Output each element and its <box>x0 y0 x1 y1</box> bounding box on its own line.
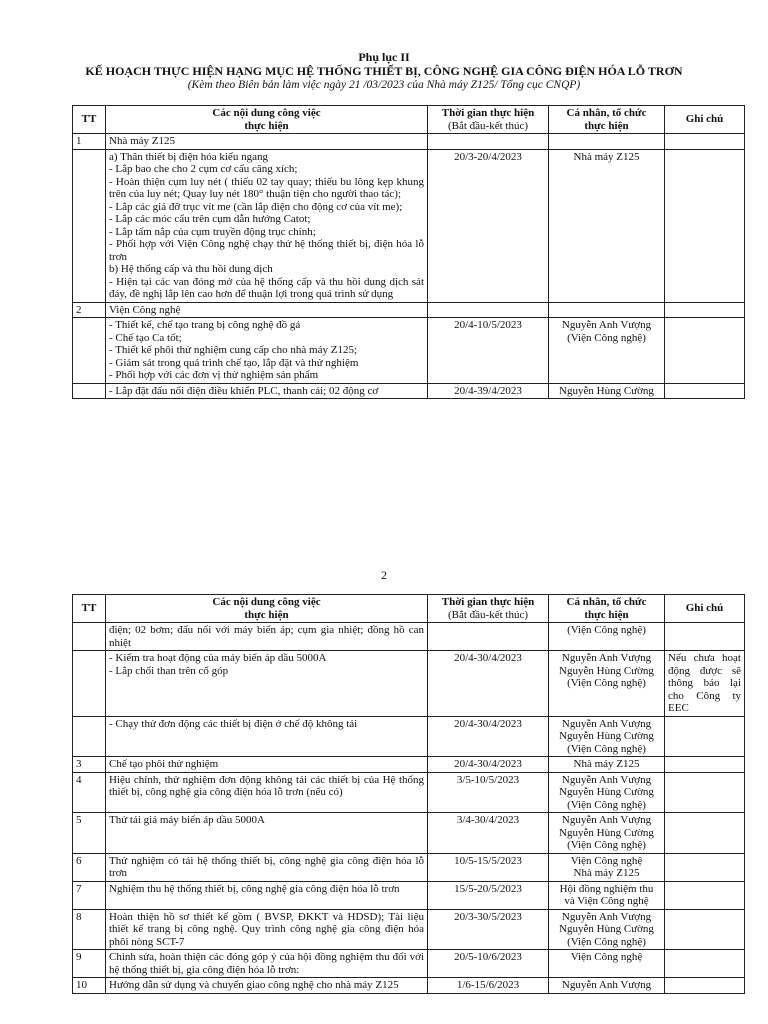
person-line: Viện Công nghệ <box>570 951 643 963</box>
cell-content <box>106 716 428 757</box>
table-row <box>73 302 745 318</box>
cell-tt <box>73 716 106 757</box>
cell-time: 3/5-10/5/2023 <box>428 772 549 813</box>
cell-content <box>106 318 428 384</box>
cell-time: 20/5-10/6/2023 <box>428 950 549 978</box>
cell-person <box>549 772 665 813</box>
cell-time: 20/3-20/4/2023 <box>428 149 549 302</box>
cell-person <box>549 909 665 950</box>
cell-note <box>665 623 745 651</box>
cell-note <box>665 134 745 150</box>
cell-tt <box>73 149 106 302</box>
cell-tt: 5 <box>73 813 106 854</box>
content-line: Hoàn thiện hồ sơ thiết kế gồm ( BVSP, ĐKKT và HDSD); Tài liệu thiết kế trang bị công nghệ. Quy trình công nghệ gia công điện hóa phôi nòng SCT-7 <box>109 910 424 948</box>
table-row <box>73 881 745 909</box>
person-line: Nguyễn Anh Vượng <box>561 773 652 786</box>
cell-person <box>549 950 665 978</box>
cell-content <box>106 149 428 302</box>
header-tt: TT <box>73 595 106 623</box>
cell-content <box>106 881 428 909</box>
header-note: Ghi chú <box>665 595 745 623</box>
content-line: Viện Công nghệ <box>109 303 181 316</box>
cell-tt: 2 <box>73 302 106 318</box>
person-line: Nguyễn Anh Vượng <box>561 910 652 923</box>
cell-tt: 7 <box>73 881 106 909</box>
header-person: Cá nhân, tổ chức thực hiện <box>549 595 665 623</box>
person-line: (Viện Công nghệ) <box>567 331 646 344</box>
table-row <box>73 134 745 150</box>
table-header-row <box>73 106 745 134</box>
cell-person <box>549 651 665 717</box>
content-line: - Lắp đặt đấu nối điện điều khiển PLC, thanh cái; 02 động cơ <box>109 384 379 397</box>
table-row <box>73 950 745 978</box>
content-line: Nghiệm thu hệ thống thiết bị, công nghệ gia công điện hóa lỗ trơn <box>109 882 400 895</box>
content-line: - Lắp chổi than trên cổ góp <box>109 664 229 677</box>
cell-content <box>106 651 428 717</box>
table-row <box>73 651 745 717</box>
cell-note <box>665 383 745 399</box>
cell-tt: 1 <box>73 134 106 150</box>
cell-content <box>106 302 428 318</box>
cell-note <box>665 909 745 950</box>
cell-content <box>106 909 428 950</box>
content-line: - Thiết kế phôi thử nghiệm cung cấp cho nhà máy Z125; <box>109 344 358 356</box>
cell-content <box>106 950 428 978</box>
table-row <box>73 716 745 757</box>
cell-person <box>549 757 665 773</box>
cell-person <box>549 813 665 854</box>
cell-time <box>428 623 549 651</box>
cell-time: 10/5-15/5/2023 <box>428 853 549 881</box>
header-time: Thời gian thực hiện (Bắt đầu-kết thúc) <box>428 106 549 134</box>
table-row <box>73 909 745 950</box>
content-line: Nhà máy Z125 <box>109 135 175 147</box>
cell-content <box>106 757 428 773</box>
cell-person <box>549 302 665 318</box>
cell-tt <box>73 318 106 384</box>
cell-note: Nếu chưa hoạt động được sẽ thông báo lại cho Công ty EEC <box>665 651 745 717</box>
cell-note <box>665 853 745 881</box>
person-line: (Viện Công nghệ) <box>567 935 646 948</box>
person-line: Nguyễn Hùng Cường <box>559 730 654 742</box>
cell-person <box>549 318 665 384</box>
content-line: - Chế tạo Ca tốt; <box>109 331 182 344</box>
header-time: Thời gian thực hiện (Bắt đầu-kết thúc) <box>428 595 549 623</box>
person-line: (Viện Công nghệ) <box>567 742 646 755</box>
content-line: - Phối hợp với các đơn vị thử nghiệm sản phẩm <box>109 369 319 381</box>
person-line: Nguyễn Anh Vượng <box>561 979 652 991</box>
content-line: - Lắp tấm nắp của cụm truyền động trục chính; <box>109 225 316 238</box>
content-line: điện; 02 bơm; đấu nối với máy biến áp; cụm gia nhiệt; đồng hồ can nhiệt <box>109 624 424 649</box>
cell-note <box>665 950 745 978</box>
cell-person <box>549 716 665 757</box>
header-content: Các nội dung công việc thực hiện <box>106 595 428 623</box>
content-line: Chỉnh sửa, hoàn thiện các đóng góp ý của hội đồng nghiệm thu đối với hệ thống thiết bị, gia công điện hóa lỗ trơn: <box>109 951 424 976</box>
document-header <box>0 50 768 92</box>
cell-content <box>106 383 428 399</box>
header-content: Các nội dung công việc thực hiện <box>106 106 428 134</box>
cell-content <box>106 134 428 150</box>
table-row <box>73 318 745 384</box>
cell-time <box>428 134 549 150</box>
cell-content <box>106 813 428 854</box>
person-line: (Viện Công nghệ) <box>567 839 646 851</box>
cell-time: 20/4-10/5/2023 <box>428 318 549 384</box>
table-row <box>73 813 745 854</box>
content-line: - Lắp các móc cẩu trên cụm dẫn hướng Catot; <box>109 213 311 225</box>
content-line: Thử tải giả máy biến áp dầu 5000A <box>109 814 265 826</box>
table-row <box>73 757 745 773</box>
content-line: - Giám sát trong quá trình chế tạo, lắp đặt và thử nghiệm <box>109 356 359 369</box>
cell-person <box>549 623 665 651</box>
cell-person <box>549 149 665 302</box>
table-body-page-1 <box>73 134 745 399</box>
table-row <box>73 149 745 302</box>
cell-time: 15/5-20/5/2023 <box>428 881 549 909</box>
cell-time: 20/4-30/4/2023 <box>428 651 549 717</box>
table-row <box>73 853 745 881</box>
cell-note <box>665 302 745 318</box>
cell-time <box>428 302 549 318</box>
cell-time: 1/6-15/6/2023 <box>428 978 549 994</box>
cell-content <box>106 772 428 813</box>
header-tt: TT <box>73 106 106 134</box>
content-line: a) Thân thiết bị điện hóa kiểu ngang <box>109 150 268 163</box>
person-line: Nhà máy Z125 <box>573 150 640 163</box>
content-line: - Kiểm tra hoạt động của máy biến áp dầu 5000A <box>109 652 327 664</box>
cell-tt <box>73 383 106 399</box>
person-line: Nguyễn Anh Vượng <box>561 717 652 730</box>
content-line: - Chạy thử đơn động các thiết bị điện ở chế độ không tải <box>109 717 358 730</box>
content-line: - Phối hợp với Viện Công nghệ chạy thử hệ thống thiết bị, điện hóa lỗ trơn <box>109 238 424 263</box>
appendix-label: Phụ lục II <box>358 50 410 64</box>
person-line: Nguyễn Hùng Cường <box>559 826 654 839</box>
content-line: b) Hệ thống cấp và thu hồi dung dịch <box>109 263 273 275</box>
table-row <box>73 978 745 994</box>
person-line: Nguyễn Hùng Cường <box>559 923 654 935</box>
cell-tt: 3 <box>73 757 106 773</box>
content-line: - Hiện tại các van đóng mở của hệ thống cấp và thu hồi dung dịch sát đáy, đề nghị lắp lên cao hơn để thuận lợi trong quá trình sử dụng <box>109 275 424 300</box>
person-line: Nguyễn Anh Vượng <box>561 814 652 826</box>
content-line: - Thiết kế, chế tạo trang bị công nghệ đồ gá <box>109 319 301 331</box>
content-line: Hướng dẫn sử dụng và chuyển giao công nghệ cho nhà máy Z125 <box>109 979 399 991</box>
cell-note <box>665 772 745 813</box>
document-title: KẾ HOẠCH THỰC HIỆN HẠNG MỤC HỆ THỐNG THIẾT BỊ, CÔNG NGHỆ GIA CÔNG ĐIỆN HÓA LỖ TRƠN <box>85 64 683 78</box>
plan-table-page-1 <box>72 105 745 399</box>
content-line: - Lắp các giá đỡ trục vít me (cần lắp điện cho động cơ của vít me); <box>109 200 403 213</box>
cell-person <box>549 978 665 994</box>
cell-note <box>665 881 745 909</box>
cell-note <box>665 149 745 302</box>
table-row <box>73 383 745 399</box>
header-note: Ghi chú <box>665 106 745 134</box>
person-line: Nhà máy Z125 <box>573 758 640 770</box>
person-line: Viện Công nghệ <box>570 854 643 867</box>
cell-tt: 4 <box>73 772 106 813</box>
cell-content <box>106 853 428 881</box>
cell-content <box>106 978 428 994</box>
cell-time: 20/4-30/4/2023 <box>428 757 549 773</box>
cell-time: 20/3-30/5/2023 <box>428 909 549 950</box>
cell-person <box>549 881 665 909</box>
table-body-page-2 <box>73 623 745 994</box>
cell-person <box>549 134 665 150</box>
person-line: Nguyễn Anh Vượng <box>561 652 652 664</box>
cell-note <box>665 978 745 994</box>
cell-person <box>549 383 665 399</box>
table-row <box>73 772 745 813</box>
cell-note <box>665 716 745 757</box>
content-line: Thử nghiệm có tải hệ thống thiết bị, công nghệ gia công điện hóa lỗ trơn <box>109 854 424 879</box>
table-header-row <box>73 595 745 623</box>
person-line: Nguyễn Anh Vượng <box>561 319 652 331</box>
person-line: (Viện Công nghệ) <box>567 677 646 689</box>
cell-tt: 10 <box>73 978 106 994</box>
cell-note <box>665 813 745 854</box>
table-row <box>73 623 745 651</box>
person-line: và Viện Công nghệ <box>564 895 649 907</box>
person-line: Nguyễn Hùng Cường <box>559 786 654 798</box>
cell-tt: 8 <box>73 909 106 950</box>
content-line: Chế tạo phôi thử nghiệm <box>109 758 219 770</box>
person-line: (Viện Công nghệ) <box>567 624 646 636</box>
person-line: Nguyễn Hùng Cường <box>559 384 654 397</box>
cell-note <box>665 318 745 384</box>
document-subtitle: (Kèm theo Biên bản làm việc ngày 21 /03/2023 của Nhà máy Z125/ Tổng cục CNQP) <box>187 79 581 91</box>
cell-time: 20/4-39/4/2023 <box>428 383 549 399</box>
cell-content <box>106 623 428 651</box>
content-line: Hiệu chỉnh, thử nghiệm đơn động không tải các thiết bị của Hệ thống thiết bị, công nghệ gia công điện hóa lỗ trơn (nếu có) <box>109 773 424 798</box>
person-line: Nhà máy Z125 <box>573 867 640 879</box>
cell-tt: 6 <box>73 853 106 881</box>
cell-tt <box>73 651 106 717</box>
plan-table-page-2 <box>72 594 745 994</box>
page-number: 2 <box>381 568 387 582</box>
cell-tt: 9 <box>73 950 106 978</box>
person-line: Hội đồng nghiệm thu <box>559 882 654 895</box>
cell-time: 3/4-30/4/2023 <box>428 813 549 854</box>
person-line: Nguyễn Hùng Cường <box>559 664 654 677</box>
cell-time: 20/4-30/4/2023 <box>428 716 549 757</box>
content-line: - Hoàn thiện cụm luy nét ( thiếu 02 tay quay; thiếu bu lông kẹp khung trên của luy nét; Quay luy nét 180° thuận tiện cho người thao tác); <box>109 175 424 200</box>
content-line: - Lắp bao che cho 2 cụm cơ cấu căng xích; <box>109 163 298 175</box>
cell-tt <box>73 623 106 651</box>
header-person: Cá nhân, tổ chức thực hiện <box>549 106 665 134</box>
cell-person <box>549 853 665 881</box>
cell-note <box>665 757 745 773</box>
person-line: (Viện Công nghệ) <box>567 798 646 811</box>
